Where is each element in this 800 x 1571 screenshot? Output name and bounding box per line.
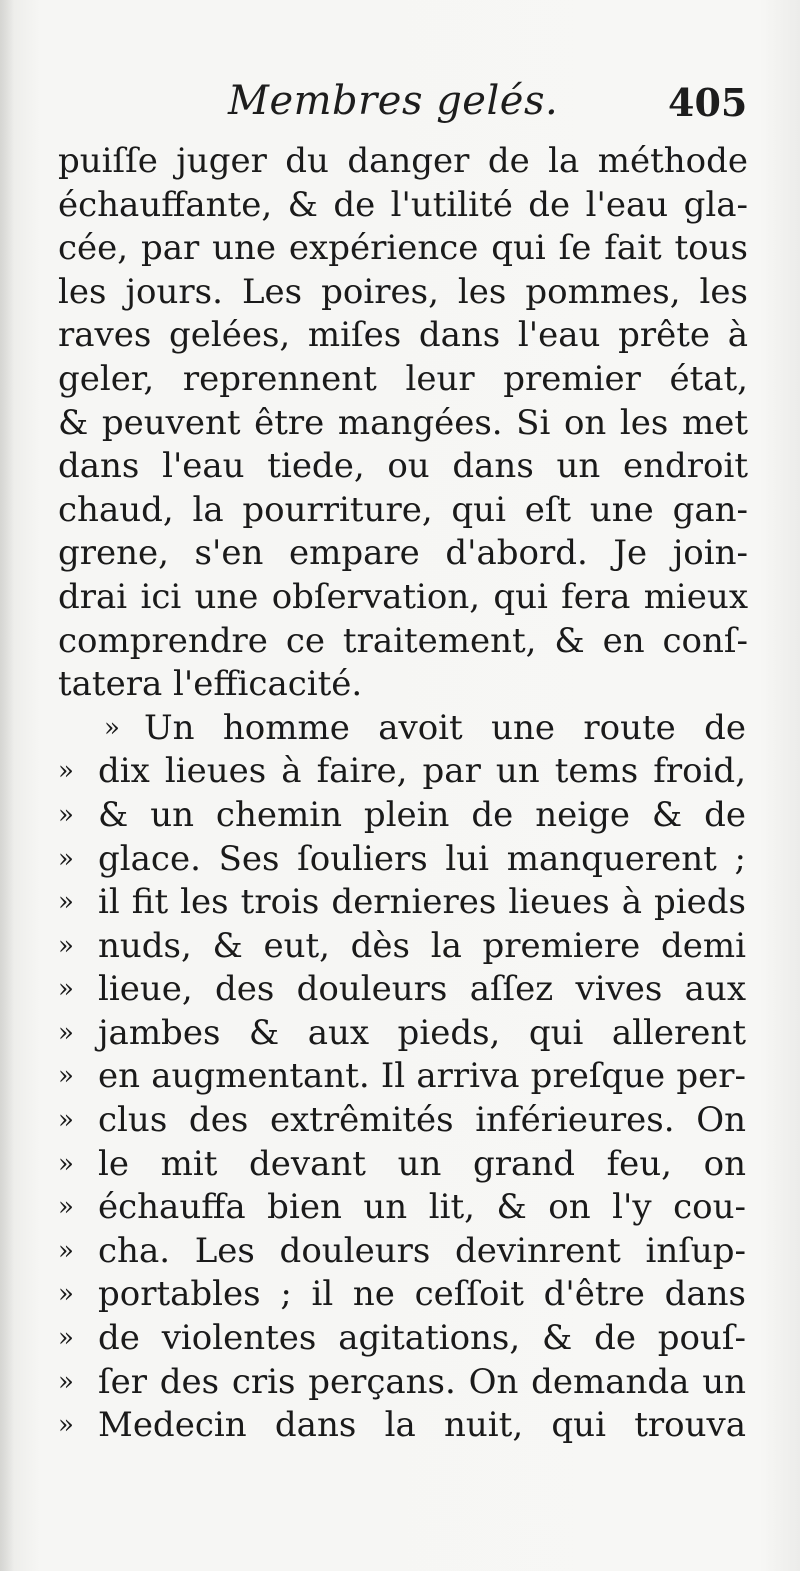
quote-mark: » bbox=[58, 1410, 74, 1441]
text-line: puiſſe juger du danger de la méthode bbox=[58, 141, 748, 181]
quote-mark: » bbox=[58, 1366, 74, 1397]
quote-line bbox=[58, 968, 748, 1012]
quote-text: portables ; il ne ceſſoit d'être dans bbox=[98, 1274, 746, 1315]
quote-mark: » bbox=[58, 930, 74, 961]
text-line: grene, s'en empare d'abord. Je join- bbox=[58, 533, 748, 574]
text-line: & peuvent être mangées. Si on les met bbox=[58, 402, 748, 443]
quote-mark: » bbox=[58, 843, 74, 874]
quote-line bbox=[58, 881, 748, 925]
text-line: drai ici une obſervation, qui fera mieux bbox=[58, 576, 748, 617]
quote-text: cha. Les douleurs devinrent inſup- bbox=[98, 1230, 746, 1271]
quote-mark: » bbox=[58, 799, 74, 830]
quote-line bbox=[58, 1012, 748, 1056]
quote-text: il fit les trois dernieres lieues à pieds bbox=[98, 882, 746, 923]
quote-mark: » bbox=[58, 1105, 74, 1136]
quote-text: & un chemin plein de neige & de bbox=[98, 794, 746, 835]
quote-mark: » bbox=[58, 1323, 74, 1354]
page-number: 405 bbox=[668, 80, 748, 125]
text-line: les jours. Les poires, les pommes, les bbox=[58, 271, 748, 312]
page-edge-shadow bbox=[0, 0, 14, 1571]
quote-mark: » bbox=[58, 1279, 74, 1310]
quote-line bbox=[58, 750, 748, 794]
text-line: chaud, la pourriture, qui eſt une gan- bbox=[58, 489, 748, 530]
text-line: tatera l'efficacité. bbox=[58, 664, 363, 705]
quote-mark: » bbox=[58, 887, 74, 918]
quote-text: dix lieues à faire, par un tems froid, bbox=[98, 751, 746, 792]
quote-line bbox=[58, 1143, 748, 1187]
quote-mark: » bbox=[58, 974, 74, 1005]
quote-text: ſer des cris perçans. On demanda un bbox=[98, 1361, 746, 1402]
quote-mark: » bbox=[58, 1061, 74, 1092]
quote-mark: » bbox=[58, 1235, 74, 1266]
quote-text: Un homme avoit une route de bbox=[144, 707, 746, 748]
running-title: Membres gelés. bbox=[228, 78, 559, 124]
quote-line bbox=[58, 1273, 748, 1317]
quote-text: nuds, & eut, dès la premiere demi bbox=[98, 925, 746, 966]
quote-line bbox=[58, 1230, 748, 1274]
quote-mark: » bbox=[58, 1192, 74, 1223]
quote-line bbox=[58, 925, 748, 969]
quote-line bbox=[58, 794, 748, 838]
text-line: cée, par une expérience qui ſe fait tous bbox=[58, 228, 748, 269]
quote-text: glace. Ses ſouliers lui manquerent ; bbox=[98, 838, 746, 879]
quote-text: lieue, des douleurs aſſez vives aux bbox=[98, 969, 746, 1010]
text-line: geler, reprennent leur premier état, bbox=[58, 358, 748, 399]
quote-text: Medecin dans la nuit, qui trouva bbox=[98, 1405, 746, 1446]
quote-text: jambes & aux pieds, qui allerent bbox=[98, 1012, 746, 1053]
quote-text: en augmentant. Il arriva preſque per- bbox=[98, 1056, 746, 1097]
quote-line bbox=[58, 838, 748, 882]
body-text bbox=[58, 140, 748, 1448]
quote-mark: » bbox=[58, 756, 74, 787]
text-line: raves gelées, miſes dans l'eau prête à bbox=[58, 315, 748, 356]
quote-line bbox=[58, 1055, 748, 1099]
quote-text: échauffa bien un lit, & on l'y cou- bbox=[98, 1187, 746, 1228]
text-line: échauffante, & de l'utilité de l'eau gla- bbox=[58, 184, 748, 225]
quote-text: clus des extrêmités inférieures. On bbox=[98, 1100, 746, 1141]
running-head bbox=[0, 78, 800, 138]
quote-line bbox=[58, 707, 748, 751]
quote-mark: » bbox=[104, 712, 120, 743]
quote-line bbox=[58, 1404, 748, 1448]
quote-line bbox=[58, 1099, 748, 1143]
quote-line bbox=[58, 1361, 748, 1405]
quote-text: de violentes agitations, & de pouſ- bbox=[98, 1318, 746, 1359]
quote-line bbox=[58, 1317, 748, 1361]
quote-line bbox=[58, 1186, 748, 1230]
text-line: dans l'eau tiede, ou dans un endroit bbox=[58, 446, 748, 487]
quote-mark: » bbox=[58, 1017, 74, 1048]
text-line: comprendre ce traitement, & en conſ- bbox=[58, 620, 748, 661]
quote-mark: » bbox=[58, 1148, 74, 1179]
quote-text: le mit devant un grand feu, on bbox=[98, 1143, 746, 1184]
